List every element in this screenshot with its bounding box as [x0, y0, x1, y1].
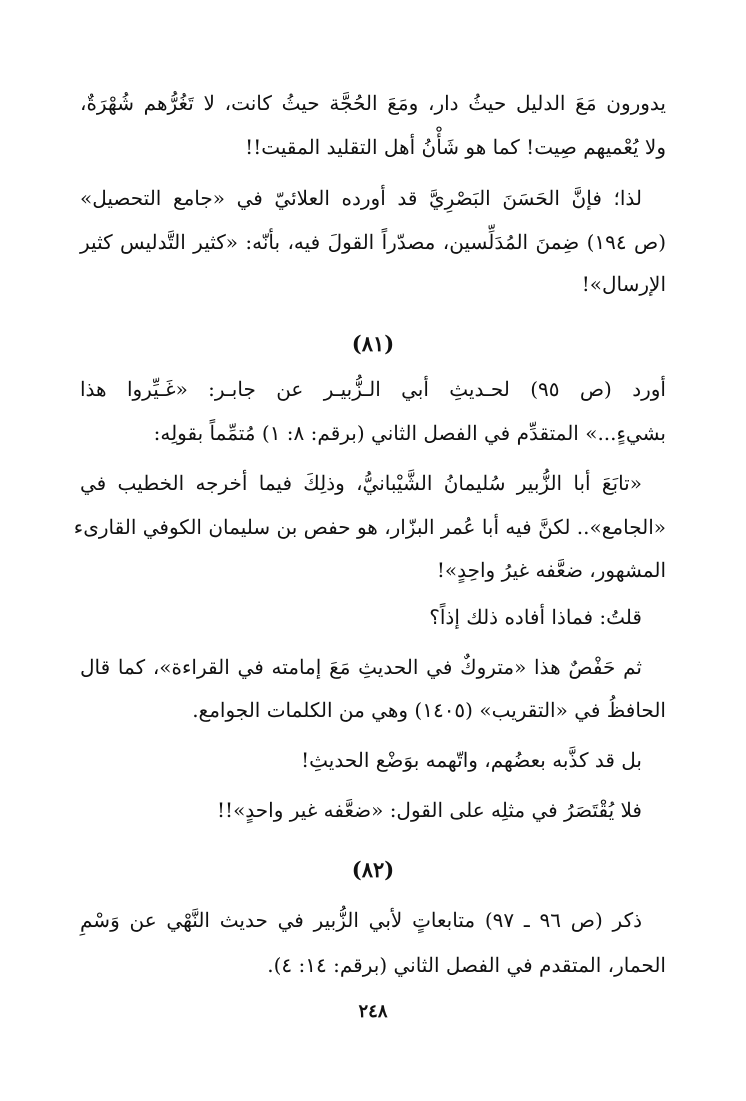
text-line: الإرسال»!	[581, 272, 666, 296]
text-line: (ص ١٩٤) ضِمنَ المُدَلِّسين، مصدّراً القولَ فيه، بأنّه: «كثير التَّدليس كثير	[80, 230, 667, 254]
text-line: ثم حَفْصٌ هذا «متروكٌ في الحديثِ مَعَ إمامته في القراءة»، كما قال	[80, 655, 642, 679]
text-line: الحمار، المتقدم في الفصل الثاني (برقم: ١٤: ٤).	[267, 953, 666, 977]
text-line: لذا؛ فإنَّ الحَسَنَ البَصْرِيَّ قد أورده العلائيّ في «جامع التحصيل»	[80, 186, 642, 210]
text-line: فلا يُقْتَصَرُ في مثلِه على القول: «ضعَّفه غير واحدٍ»!!	[217, 798, 642, 822]
page-number: ٢٤٨	[358, 1001, 388, 1022]
text-line: بشيءٍ...» المتقدِّم في الفصل الثاني (برقم: ٨: ١) مُتمِّماً بقولِه:	[153, 421, 666, 445]
text-line: بل قد كذَّبه بعضُهم، واتّهمه بوَضْع الحديثِ!	[301, 748, 642, 772]
text-line: ذكر (ص ٩٦ ـ ٩٧) متابعاتٍ لأبي الزُّبير في حديث النَّهْي عن وَسْمِ	[80, 908, 642, 932]
text-line: ولا يُعْميهم صِيت! كما هو شَأْنُ أهل التقليد المقيت!!	[245, 135, 666, 159]
section-heading-81: (٨١)	[351, 331, 395, 356]
text-line: الحافظُ في «التقريب» (١٤٠٥) وهي من الكلمات الجوامع.	[192, 698, 666, 722]
text-line: «تابَعَ أبا الزُّبير سُليمانُ الشَّيْبانيُّ، وذلِكَ فيما أخرجه الخطيب في	[80, 471, 642, 495]
text-line: أورد (ص ٩٥) لحـديثِ أبي الـزُّبيـر عن جابـر: «غَـيِّروا هذا	[80, 377, 666, 401]
section-heading-82: (٨٢)	[351, 857, 395, 882]
text-line: قلتُ: فماذا أفاده ذلك إذاً؟	[429, 605, 642, 629]
text-line: «الجامع».. لكنَّ فيه أبا عُمر البزّار، هو حفص بن سليمان الكوفي القارىء	[73, 515, 666, 539]
text-line: المشهور، ضعَّفه غيرُ واحِدٍ»!	[436, 558, 666, 582]
text-line: يدورون مَعَ الدليل حيثُ دار، ومَعَ الحُجَّة حيثُ كانت، لا تَغُرُّهم شُهْرَةٌ،	[80, 91, 666, 115]
